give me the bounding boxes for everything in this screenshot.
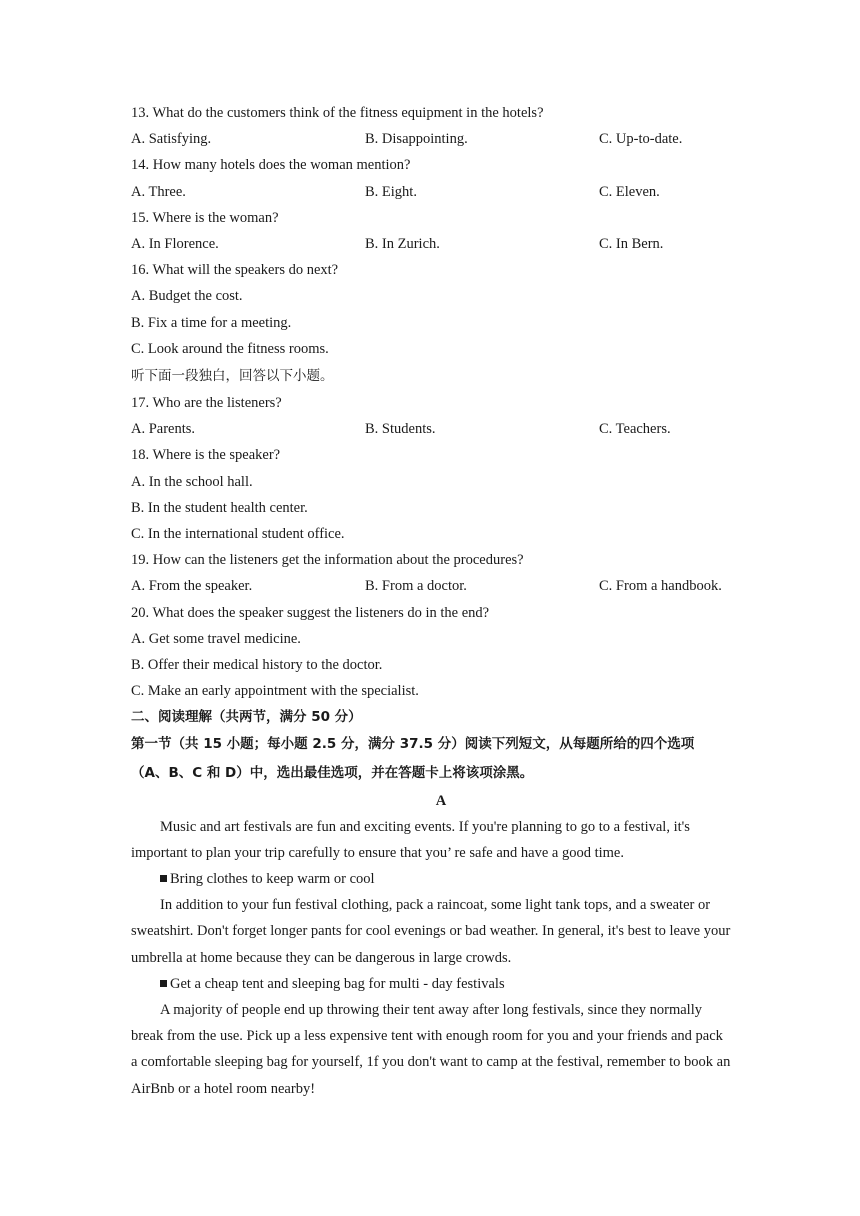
option-b: B. From a doctor.: [365, 578, 467, 595]
option-a: A. Three.: [131, 183, 186, 200]
question-19-options: [131, 573, 751, 599]
square-bullet-icon: [160, 875, 167, 882]
option-b: B. In the student health center.: [131, 499, 308, 516]
part-one-instruction: [131, 734, 751, 754]
square-bullet-icon: [160, 980, 167, 987]
tip-1-paragraph: In addition to your fun festival clothing, pack a raincoat, some light tank tops, and a sweater or sweatshirt. Don't forget longer pants for cool evenings or bad weather. In general, it's best to leave your umbrella at home because they can be dangerous in large crowds.: [131, 897, 731, 966]
passage-label: A: [435, 792, 447, 809]
question-13-options: [131, 126, 751, 152]
option-b: B. Eight.: [365, 183, 417, 200]
option-a: A. Budget the cost.: [131, 288, 243, 305]
section-two-title: 二、阅读理解（共两节，满分 50 分）: [131, 709, 362, 726]
tip-1-heading: [131, 866, 751, 892]
option-a: A. In the school hall.: [131, 473, 253, 490]
monologue-instruction: 听下面一段独白，回答以下小题。: [131, 367, 334, 384]
question-14-options: [131, 179, 751, 205]
option-a: A. Get some travel medicine.: [131, 630, 301, 647]
question-13-stem: 13. What do the customers think of the fitness equipment in the hotels?: [131, 105, 544, 121]
option-b: B. Fix a time for a meeting.: [131, 314, 292, 331]
question-14-stem: 14. How many hotels does the woman mention?: [131, 157, 411, 174]
option-b: B. In Zurich.: [365, 235, 440, 252]
option-c: C. Make an early appointment with the specialist.: [131, 683, 419, 700]
option-b: B. Disappointing.: [365, 131, 468, 148]
question-17-options: [131, 416, 751, 442]
option-c: C. Teachers.: [599, 421, 671, 438]
option-c: C. In Bern.: [599, 235, 664, 252]
question-18-stem: 18. Where is the speaker?: [131, 447, 281, 464]
question-15-stem: 15. Where is the woman?: [131, 209, 279, 226]
option-a: A. Parents.: [131, 421, 196, 438]
option-b: B. Students.: [365, 421, 436, 438]
option-a: A. From the speaker.: [131, 578, 253, 595]
question-17-stem: 17. Who are the listeners?: [131, 395, 282, 412]
option-c: C. Eleven.: [599, 183, 660, 200]
tip-2-paragraph: A majority of people end up throwing their tent away after long festivals, since they normally break from the use. Pick up a less expensive tent with enough room for you and your friends and pack a comfortable sleeping bag for yourself, 1f you don't want to camp at the festival, remember to book an AirBnb or a hotel room nearby!: [131, 1002, 731, 1097]
tip-2-heading-text: Get a cheap tent and sleeping bag for multi - day festivals: [170, 975, 505, 992]
exam-page: [131, 100, 751, 1102]
part-one-instruction-line2: （A、B、C 和 D）中，选出最佳选项，并在答题卡上将该项涂黑。: [131, 764, 534, 781]
question-16-stem: 16. What will the speakers do next?: [131, 262, 339, 279]
question-15-options: [131, 231, 751, 257]
question-19-stem: 19. How can the listeners get the information about the procedures?: [131, 552, 524, 569]
part-one-instruction-line1: 第一节（共 15 小题；每小题 2.5 分，满分 37.5 分）阅读下列短文，从每题所给的四个选项: [131, 735, 695, 752]
option-b: B. Offer their medical history to the doctor.: [131, 656, 383, 673]
question-20-stem: 20. What does the speaker suggest the listeners do in the end?: [131, 604, 490, 621]
tip-1-heading-text: Bring clothes to keep warm or cool: [170, 871, 375, 888]
option-a: A. Satisfying.: [131, 131, 212, 148]
option-c: C. In the international student office.: [131, 526, 345, 542]
option-c: C. Up-to-date.: [599, 131, 683, 148]
passage-intro: Music and art festivals are fun and exciting events. If you're planning to go to a festival, it's important to plan your trip carefully to ensure that you’ re safe and have a good time.: [131, 818, 690, 861]
tip-2-heading: [131, 971, 751, 997]
option-c: C. Look around the fitness rooms.: [131, 340, 329, 357]
option-a: A. In Florence.: [131, 235, 219, 252]
option-c: C. From a handbook.: [599, 578, 722, 595]
